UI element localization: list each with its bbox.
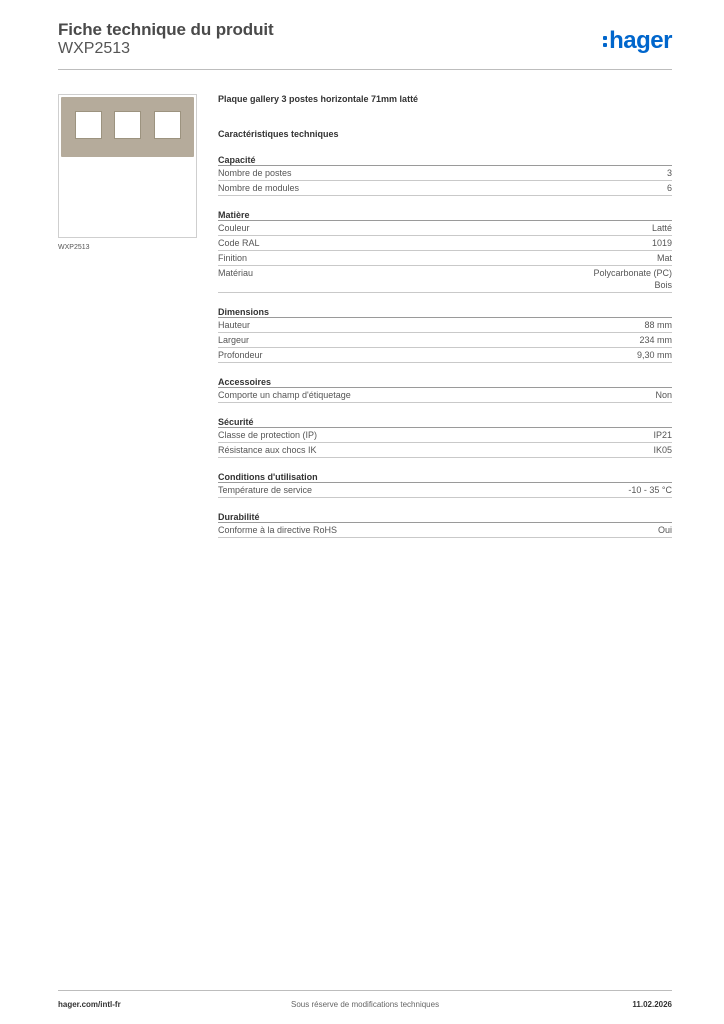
- spec-value: 9,30 mm: [636, 350, 672, 360]
- spec-value: 1019: [651, 238, 672, 248]
- section-title: Dimensions: [218, 306, 672, 318]
- product-title: Plaque gallery 3 postes horizontale 71mm latté: [218, 94, 419, 104]
- section-conditions: [218, 471, 672, 498]
- wall-plate-illustration: [61, 97, 194, 157]
- spec-row: [218, 428, 672, 443]
- spec-value: 6: [666, 183, 672, 193]
- spec-row: [218, 221, 672, 236]
- plate-opening: [114, 111, 141, 139]
- spec-row: [218, 333, 672, 348]
- spec-row: [218, 443, 672, 458]
- section-title: Matière: [218, 209, 672, 221]
- spec-row: [218, 523, 672, 538]
- spec-label: Matériau: [218, 268, 254, 278]
- hager-logo[interactable]: [603, 26, 672, 56]
- page-footer: [58, 990, 672, 1014]
- spec-row: [218, 181, 672, 196]
- section-title: Accessoires: [218, 376, 672, 388]
- spec-row: [218, 388, 672, 403]
- spec-value: 88 mm: [644, 320, 672, 330]
- section-matiere: [218, 209, 672, 293]
- spec-value: Non: [655, 390, 672, 400]
- product-reference: WXP2513: [58, 40, 131, 57]
- spec-value: 234 mm: [639, 335, 672, 345]
- section-durabilite: [218, 511, 672, 538]
- product-image: [58, 94, 197, 238]
- spec-row: [218, 483, 672, 498]
- spec-row: [218, 251, 672, 266]
- spec-label: Résistance aux chocs IK: [218, 445, 317, 455]
- spec-value: Oui: [657, 525, 672, 535]
- spec-row: [218, 236, 672, 251]
- spec-value: IK05: [653, 445, 672, 455]
- spec-value-line: Bois: [654, 280, 672, 290]
- logo-text: hager: [609, 27, 672, 54]
- spec-value-line: Polycarbonate (PC): [593, 268, 672, 278]
- spec-label: Finition: [218, 253, 248, 263]
- spec-value: [593, 267, 672, 291]
- spec-label: Classe de protection (IP): [218, 430, 318, 440]
- spec-value: Mat: [656, 253, 672, 263]
- page-header: [58, 20, 672, 70]
- spec-row: [218, 266, 672, 293]
- spec-label: Nombre de modules: [218, 183, 300, 193]
- section-title: Conditions d'utilisation: [218, 471, 672, 483]
- spec-value: IP21: [653, 430, 672, 440]
- spec-label: Conforme à la directive RoHS: [218, 525, 338, 535]
- plate-opening: [75, 111, 102, 139]
- section-capacite: [218, 154, 672, 196]
- document-title: Fiche technique du produit: [58, 20, 274, 39]
- section-title: Capacité: [218, 154, 672, 166]
- section-title: Sécurité: [218, 416, 672, 428]
- image-caption: WXP2513: [58, 244, 90, 251]
- spec-label: Code RAL: [218, 238, 260, 248]
- website-link[interactable]: hager.com/intl-fr: [58, 1000, 121, 1009]
- spec-row: [218, 166, 672, 181]
- spec-label: Couleur: [218, 223, 250, 233]
- spec-label: Température de service: [218, 485, 313, 495]
- specs-heading: Caractéristiques techniques: [218, 129, 339, 139]
- plate-opening: [154, 111, 181, 139]
- document-date: 11.02.2026: [632, 1000, 672, 1009]
- spec-label: Profondeur: [218, 350, 263, 360]
- logo-colon-icon: [603, 36, 607, 47]
- section-dimensions: [218, 306, 672, 363]
- spec-value: Latté: [651, 223, 672, 233]
- spec-row: [218, 318, 672, 333]
- section-securite: [218, 416, 672, 458]
- spec-label: Hauteur: [218, 320, 251, 330]
- spec-sheet: [218, 94, 672, 538]
- spec-label: Comporte un champ d'étiquetage: [218, 390, 351, 400]
- spec-row: [218, 348, 672, 363]
- section-title: Durabilité: [218, 511, 672, 523]
- section-accessoires: [218, 376, 672, 403]
- disclaimer: Sous réserve de modifications techniques: [291, 1000, 440, 1009]
- spec-label: Largeur: [218, 335, 250, 345]
- spec-value: 3: [666, 168, 672, 178]
- spec-value: -10 - 35 °C: [628, 485, 672, 495]
- spec-label: Nombre de postes: [218, 168, 292, 178]
